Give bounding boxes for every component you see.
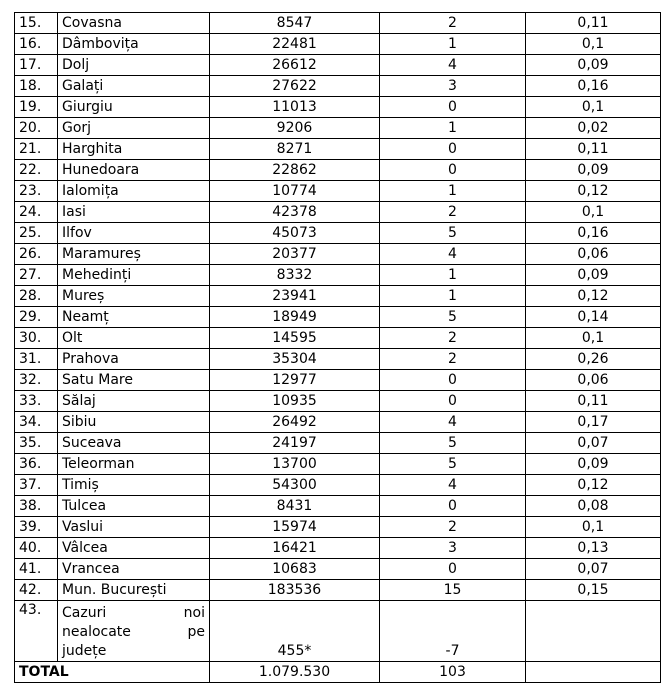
population-cell: 23941	[210, 286, 380, 307]
cases-cell: 4	[380, 244, 526, 265]
county-name-line: județe	[62, 643, 107, 659]
county-name: Iasi	[58, 202, 210, 223]
row-number: 29.	[15, 307, 58, 328]
population-cell: 183536	[210, 580, 380, 601]
table-row-total	[15, 662, 661, 683]
county-name: Hunedoara	[58, 160, 210, 181]
county-name: Harghita	[58, 139, 210, 160]
table-row	[15, 580, 661, 601]
table-row	[15, 454, 661, 475]
county-name: Satu Mare	[58, 370, 210, 391]
county-name: Mureș	[58, 286, 210, 307]
cases-cell: 0	[380, 97, 526, 118]
row-number: 22.	[15, 160, 58, 181]
county-name: Ilfov	[58, 223, 210, 244]
row-number: 19.	[15, 97, 58, 118]
rate-cell: 0,02	[526, 118, 661, 139]
county-name: Ialomița	[58, 181, 210, 202]
table-row	[15, 34, 661, 55]
cases-cell: 3	[380, 538, 526, 559]
table-row	[15, 370, 661, 391]
total-rate	[526, 662, 661, 683]
county-name: Mehedinți	[58, 265, 210, 286]
county-name: Vaslui	[58, 517, 210, 538]
population-cell: 54300	[210, 475, 380, 496]
table-row	[15, 433, 661, 454]
population-cell: 15974	[210, 517, 380, 538]
county-cases-table	[14, 12, 661, 683]
table-row	[15, 475, 661, 496]
row-number: 18.	[15, 76, 58, 97]
population-cell: 14595	[210, 328, 380, 349]
table-row	[15, 286, 661, 307]
cases-cell: 1	[380, 118, 526, 139]
table-row-unallocated	[15, 601, 661, 662]
cases-cell: 2	[380, 517, 526, 538]
cases-cell: 5	[380, 454, 526, 475]
county-name: Vâlcea	[58, 538, 210, 559]
rate-cell: 0,12	[526, 286, 661, 307]
rate-cell: 0,1	[526, 328, 661, 349]
rate-cell: 0,26	[526, 349, 661, 370]
county-name: Giurgiu	[58, 97, 210, 118]
county-name: Dolj	[58, 55, 210, 76]
table-row	[15, 13, 661, 34]
cases-cell: 0	[380, 559, 526, 580]
population-cell: 10683	[210, 559, 380, 580]
table-row	[15, 202, 661, 223]
population-cell: 10774	[210, 181, 380, 202]
population-cell: 20377	[210, 244, 380, 265]
county-name: Vrancea	[58, 559, 210, 580]
row-number: 33.	[15, 391, 58, 412]
cases-cell: 1	[380, 34, 526, 55]
table-row	[15, 160, 661, 181]
row-number: 39.	[15, 517, 58, 538]
population-cell: 24197	[210, 433, 380, 454]
population-cell: 22862	[210, 160, 380, 181]
population-cell: 35304	[210, 349, 380, 370]
cases-cell: 0	[380, 496, 526, 517]
cases-cell: 0	[380, 160, 526, 181]
row-number: 15.	[15, 13, 58, 34]
cases-cell: 0	[380, 139, 526, 160]
county-name: Tulcea	[58, 496, 210, 517]
table-row	[15, 265, 661, 286]
rate-cell	[526, 601, 661, 662]
rate-cell: 0,09	[526, 454, 661, 475]
row-number: 20.	[15, 118, 58, 139]
county-name: Neamț	[58, 307, 210, 328]
rate-cell: 0,11	[526, 139, 661, 160]
population-cell: 22481	[210, 34, 380, 55]
row-number: 17.	[15, 55, 58, 76]
population-cell: 26612	[210, 55, 380, 76]
rate-cell: 0,16	[526, 76, 661, 97]
row-number: 37.	[15, 475, 58, 496]
cases-cell: 15	[380, 580, 526, 601]
row-number: 32.	[15, 370, 58, 391]
county-name: Mun. București	[58, 580, 210, 601]
row-number: 23.	[15, 181, 58, 202]
cases-cell: 2	[380, 349, 526, 370]
total-population: 1.079.530	[210, 662, 380, 683]
row-number: 34.	[15, 412, 58, 433]
rate-cell: 0,13	[526, 538, 661, 559]
cases-cell: 2	[380, 328, 526, 349]
cases-cell: 4	[380, 412, 526, 433]
rate-cell: 0,11	[526, 13, 661, 34]
county-name: Maramureș	[58, 244, 210, 265]
population-cell: 8547	[210, 13, 380, 34]
table-row	[15, 55, 661, 76]
cases-cell: 4	[380, 475, 526, 496]
population-cell: 8332	[210, 265, 380, 286]
rate-cell: 0,12	[526, 181, 661, 202]
rate-cell: 0,06	[526, 370, 661, 391]
cases-cell: 0	[380, 391, 526, 412]
row-number: 16.	[15, 34, 58, 55]
table-row	[15, 181, 661, 202]
rate-cell: 0,09	[526, 160, 661, 181]
table-row	[15, 412, 661, 433]
population-cell: 45073	[210, 223, 380, 244]
rate-cell: 0,14	[526, 307, 661, 328]
row-number: 21.	[15, 139, 58, 160]
table-body	[15, 13, 661, 683]
rate-cell: 0,1	[526, 34, 661, 55]
cases-cell: 5	[380, 433, 526, 454]
county-name: Gorj	[58, 118, 210, 139]
table-row	[15, 76, 661, 97]
row-number: 43.	[15, 601, 58, 662]
rate-cell: 0,1	[526, 517, 661, 538]
row-number: 27.	[15, 265, 58, 286]
county-name	[58, 601, 210, 662]
population-cell: 13700	[210, 454, 380, 475]
row-number: 26.	[15, 244, 58, 265]
total-cases: 103	[380, 662, 526, 683]
rate-cell: 0,07	[526, 559, 661, 580]
county-name: Timiș	[58, 475, 210, 496]
rate-cell: 0,11	[526, 391, 661, 412]
county-name-line: nealocate pe	[62, 624, 205, 640]
cases-cell: 1	[380, 265, 526, 286]
table-row	[15, 517, 661, 538]
county-name: Dâmbovița	[58, 34, 210, 55]
rate-cell: 0,12	[526, 475, 661, 496]
rate-cell: 0,1	[526, 202, 661, 223]
row-number: 41.	[15, 559, 58, 580]
row-number: 35.	[15, 433, 58, 454]
table-row	[15, 349, 661, 370]
population-cell: 18949	[210, 307, 380, 328]
population-cell: 9206	[210, 118, 380, 139]
population-cell: 26492	[210, 412, 380, 433]
row-number: 40.	[15, 538, 58, 559]
cases-cell: 5	[380, 307, 526, 328]
population-cell: 8431	[210, 496, 380, 517]
rate-cell: 0,07	[526, 433, 661, 454]
county-name: Teleorman	[58, 454, 210, 475]
cases-cell: 4	[380, 55, 526, 76]
population-cell: 42378	[210, 202, 380, 223]
county-name: Prahova	[58, 349, 210, 370]
table-row	[15, 118, 661, 139]
population-cell: 16421	[210, 538, 380, 559]
county-name: Covasna	[58, 13, 210, 34]
population-cell: 27622	[210, 76, 380, 97]
table-row	[15, 139, 661, 160]
county-name: Sibiu	[58, 412, 210, 433]
total-label: TOTAL	[15, 662, 210, 683]
population-cell: 10935	[210, 391, 380, 412]
rate-cell: 0,06	[526, 244, 661, 265]
cases-cell: -7	[380, 601, 526, 662]
cases-cell: 2	[380, 13, 526, 34]
rate-cell: 0,09	[526, 265, 661, 286]
county-name: Sălaj	[58, 391, 210, 412]
table-row	[15, 496, 661, 517]
table-row	[15, 244, 661, 265]
county-name: Galați	[58, 76, 210, 97]
rate-cell: 0,17	[526, 412, 661, 433]
cases-cell: 0	[380, 370, 526, 391]
table-row	[15, 97, 661, 118]
rate-cell: 0,09	[526, 55, 661, 76]
population-cell: 8271	[210, 139, 380, 160]
row-number: 38.	[15, 496, 58, 517]
table-row	[15, 391, 661, 412]
cases-cell: 2	[380, 202, 526, 223]
row-number: 28.	[15, 286, 58, 307]
row-number: 31.	[15, 349, 58, 370]
row-number: 36.	[15, 454, 58, 475]
table-row	[15, 559, 661, 580]
population-cell: 11013	[210, 97, 380, 118]
row-number: 24.	[15, 202, 58, 223]
table-row	[15, 328, 661, 349]
table-row	[15, 307, 661, 328]
rate-cell: 0,1	[526, 97, 661, 118]
population-cell: 455*	[210, 601, 380, 662]
cases-cell: 3	[380, 76, 526, 97]
cases-cell: 1	[380, 181, 526, 202]
rate-cell: 0,16	[526, 223, 661, 244]
cases-cell: 1	[380, 286, 526, 307]
row-number: 42.	[15, 580, 58, 601]
row-number: 30.	[15, 328, 58, 349]
cases-cell: 5	[380, 223, 526, 244]
county-name-line: Cazuri noi	[62, 605, 205, 621]
table-row	[15, 538, 661, 559]
rate-cell: 0,08	[526, 496, 661, 517]
county-name: Olt	[58, 328, 210, 349]
county-name: Suceava	[58, 433, 210, 454]
row-number: 25.	[15, 223, 58, 244]
population-cell: 12977	[210, 370, 380, 391]
table-row	[15, 223, 661, 244]
rate-cell: 0,15	[526, 580, 661, 601]
